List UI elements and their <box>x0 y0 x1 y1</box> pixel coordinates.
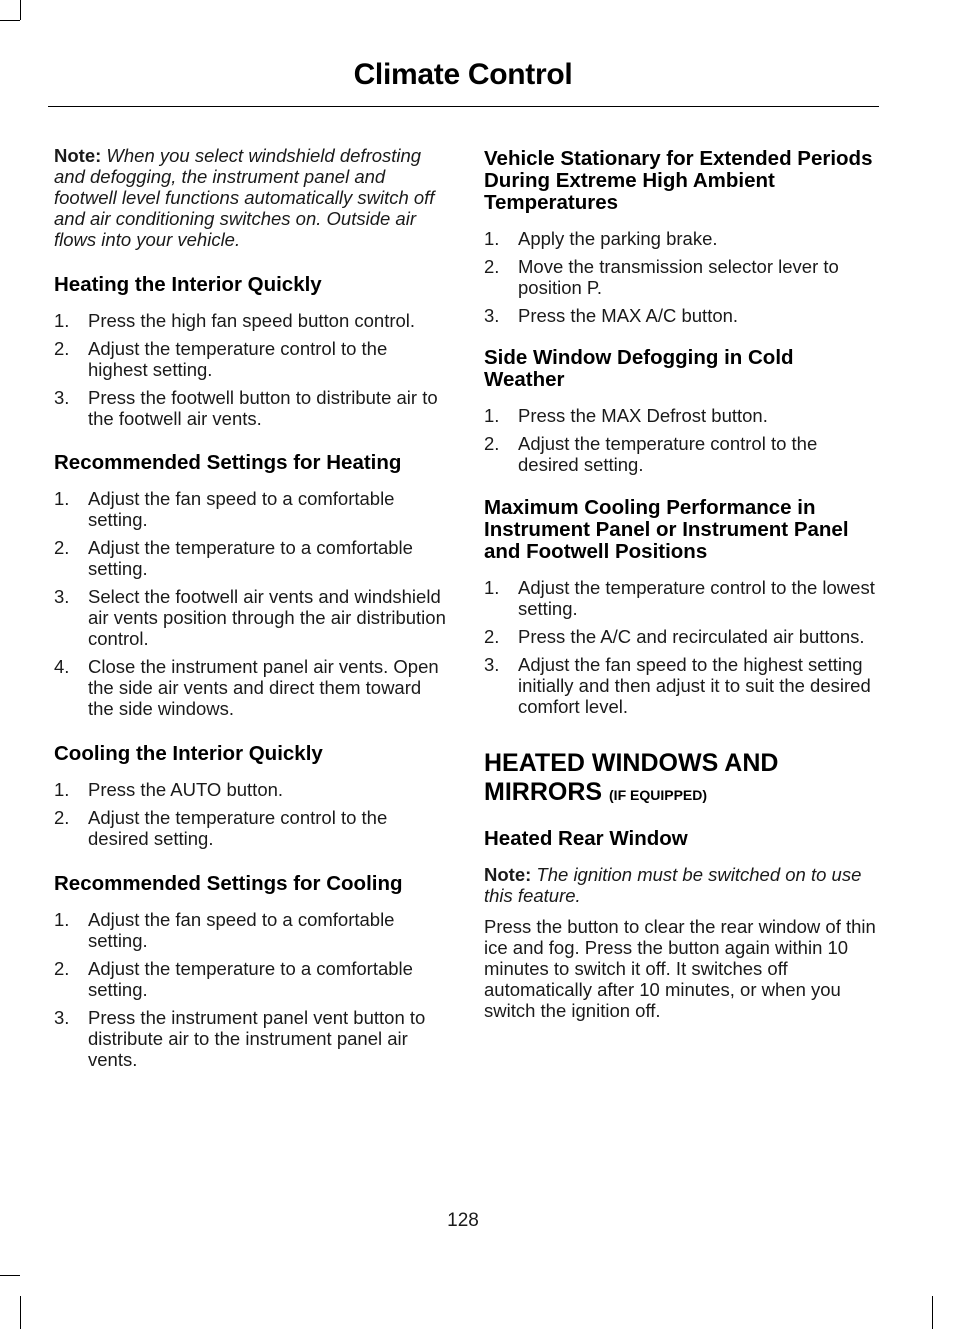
crop-mark-bottom-left-h <box>0 1275 20 1276</box>
right-column <box>484 145 876 1021</box>
steps-list <box>54 310 446 429</box>
steps-list <box>54 779 446 849</box>
list-item: 1. Adjust the fan speed to a comfortable setting. <box>54 488 395 530</box>
note-text: The ignition must be switched on to use this feature. <box>484 864 862 906</box>
list-item: 1. Press the AUTO button. <box>54 779 284 800</box>
major-heading <box>484 749 876 810</box>
list-item: 2. Adjust the temperature control to the desired setting. <box>54 807 388 849</box>
list-item: 2. Adjust the temperature control to the highest setting. <box>54 338 388 380</box>
page-title: Climate Control <box>353 58 573 91</box>
note-text: When you select windshield defrosting and defogging, the instrument panel and footwell level functions automatically switch off and air conditioning switches on. Outside air flows into your vehicle. <box>54 145 435 250</box>
steps-list <box>54 909 446 1070</box>
list-item: 3. Press the footwell button to distribute air to the footwell air vents. <box>54 387 438 429</box>
steps-list <box>54 488 446 719</box>
title-divider <box>48 106 879 107</box>
list-item: 2. Adjust the temperature to a comfortable setting. <box>54 958 413 1000</box>
list-item: 3. Select the footwell air vents and windshield air vents position through the air distribution control. <box>54 586 446 649</box>
list-item: 2. Adjust the temperature control to the desired setting. <box>484 433 818 475</box>
section-heading: Heating the Interior Quickly <box>54 273 322 296</box>
defrost-note <box>54 145 446 250</box>
steps-list <box>484 228 876 326</box>
crop-mark-bottom-right-v <box>932 1296 933 1329</box>
note-label: Note: <box>484 864 532 885</box>
page-number: 128 <box>447 1210 479 1231</box>
note-label: Note: <box>54 145 102 166</box>
list-item: 4. Close the instrument panel air vents. Open the side air vents and direct them toward the side windows. <box>54 656 439 719</box>
section-heading: Maximum Cooling Performance in Instrument Panel or Instrument Panel and Footwell Positions <box>484 496 849 563</box>
list-item: 1. Adjust the temperature control to the lowest setting. <box>484 577 875 619</box>
section-heading: Recommended Settings for Heating <box>54 451 402 474</box>
crop-mark-bottom-left-v <box>20 1296 21 1329</box>
heated-window-note <box>484 864 876 906</box>
section-heading: Cooling the Interior Quickly <box>54 742 323 765</box>
body-paragraph: Press the button to clear the rear window of thin ice and fog. Press the button again within 10 minutes to switch it off. It switches off automatically after 10 minutes, or when you switch the ignition off. <box>484 916 876 1021</box>
list-item: 2. Move the transmission selector lever to position P. <box>484 256 839 298</box>
list-item: 1. Press the MAX Defrost button. <box>484 405 768 426</box>
crop-mark-top-left-h <box>0 20 20 21</box>
left-column <box>54 145 446 1077</box>
steps-list <box>484 405 876 475</box>
list-item: 1. Adjust the fan speed to a comfortable setting. <box>54 909 395 951</box>
list-item: 1. Press the high fan speed button control. <box>54 310 416 331</box>
list-item: 3. Adjust the fan speed to the highest setting initially and then adjust it to suit the desired comfort level. <box>484 654 871 717</box>
list-item: 2. Adjust the temperature to a comfortable setting. <box>54 537 413 579</box>
section-heading: Heated Rear Window <box>484 827 688 850</box>
major-heading-suffix: (IF EQUIPPED) <box>609 787 708 803</box>
major-heading-text: HEATED WINDOWS AND MIRRORS <box>484 749 779 806</box>
list-item: 1. Apply the parking brake. <box>484 228 718 249</box>
list-item: 2. Press the A/C and recirculated air buttons. <box>484 626 865 647</box>
crop-mark-top-left-v <box>20 0 21 20</box>
list-item: 3. Press the instrument panel vent button to distribute air to the instrument panel air vents. <box>54 1007 426 1070</box>
list-item: 3. Press the MAX A/C button. <box>484 305 739 326</box>
section-heading: Recommended Settings for Cooling <box>54 872 403 895</box>
section-heading: Vehicle Stationary for Extended Periods During Extreme High Ambient Temperatures <box>484 147 873 214</box>
steps-list <box>484 577 876 717</box>
section-heading: Side Window Defogging in Cold Weather <box>484 346 794 391</box>
